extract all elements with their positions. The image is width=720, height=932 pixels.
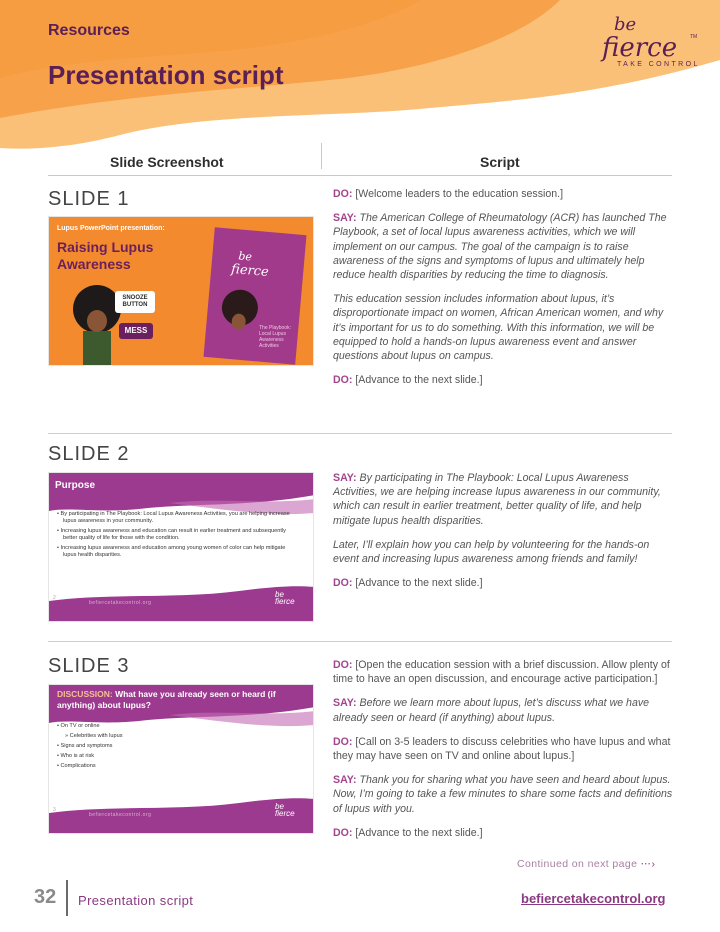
slide-1-thumbnail xyxy=(48,216,314,366)
slide-3-url: befiercetakecontrol.org xyxy=(89,812,152,818)
script-text: [Welcome leaders to the education session.] xyxy=(352,188,564,200)
script-paragraph xyxy=(333,735,673,763)
slide-bullet: • Complications xyxy=(57,763,96,769)
logo-tagline: TAKE CONTROL xyxy=(617,61,700,68)
slide-1-badge-snooze: SNOOZE BUTTON xyxy=(122,295,148,308)
script-text: [Advance to the next slide.] xyxy=(352,577,483,590)
script-text: The American College of Rheumatology (ACR) has launched The Playbook, a set of local lupus awareness activities, which we will implement on our campus. The goal of the campaign is to raise awareness of the signs and symptoms of lupus and ultimately help reduce health disparities by reducing the time to diagnosis. xyxy=(333,212,667,282)
slide-1-script xyxy=(333,187,673,397)
column-header-slide: Slide Screenshot xyxy=(110,154,224,170)
svg-text:be: be xyxy=(614,14,637,35)
slide-separator xyxy=(48,433,672,434)
script-label: SAY: xyxy=(333,212,357,225)
script-text: [Advance to the next slide.] xyxy=(352,374,483,387)
slide-1-book-title: The Playbook: Local Lupus Awareness Activities xyxy=(259,325,291,349)
script-text: By participating in The Playbook: Local Lupus Awareness Activities, we are helping increase lupus awareness in our community, which can result in earlier treatment, better quality of life, and help mitigate lupus health disparities. xyxy=(333,472,661,527)
script-label: DO: xyxy=(333,826,353,839)
slide-3-title xyxy=(57,689,297,710)
slide-3-title-accent: DISCUSSION: xyxy=(57,689,113,699)
slide-1-subtitle: Lupus PowerPoint presentation: xyxy=(57,225,165,232)
column-rule xyxy=(48,175,672,176)
script-label: SAY: xyxy=(333,472,357,484)
script-paragraph xyxy=(333,826,673,840)
slide-2-thumbnail xyxy=(48,472,314,622)
slide-bullet: » Celebrities with lupus xyxy=(65,733,123,739)
continued-note xyxy=(517,858,655,870)
slide-2-url: befiercetakecontrol.org xyxy=(89,600,152,606)
slide-bullet: • On TV or online xyxy=(57,723,100,729)
page-number: 32 xyxy=(34,886,57,908)
page-title: Presentation script xyxy=(48,60,284,90)
script-label: DO: xyxy=(333,735,353,748)
script-label: DO: xyxy=(333,577,353,590)
footer-url-link[interactable]: befiercetakecontrol.org xyxy=(521,891,666,906)
slide-3-number: 3 xyxy=(53,807,56,813)
slide-1-badge-mess: MESS xyxy=(124,326,148,335)
slide-2-logo: be fierce xyxy=(275,590,295,606)
section-label: Resources xyxy=(48,22,130,39)
slide-3-thumbnail xyxy=(48,684,314,834)
script-paragraph: Later, I’ll explain how you can help by volunteering for the hands-on event and increasing lupus awareness among friends and family! xyxy=(333,538,650,566)
script-label: DO: xyxy=(333,188,353,200)
script-text: [Advance to the next slide.] xyxy=(352,826,483,839)
script-paragraph xyxy=(333,773,673,816)
slide-1-heading: SLIDE 1 xyxy=(48,188,130,210)
script-text: [Call on 3-5 leaders to discuss celebrities who have lupus and what they may have seen on TV and online about lupus.] xyxy=(333,735,671,763)
slide-bullet: • Who is at risk xyxy=(57,753,95,759)
slide-bullet: • Signs and symptoms xyxy=(57,743,113,749)
script-label: SAY: xyxy=(333,697,357,710)
slide-3-title-rest: What have you already seen or heard (if anything) about lupus? xyxy=(57,689,276,710)
svg-text:fierce: fierce xyxy=(230,261,270,281)
slide-3-script xyxy=(333,658,673,850)
slide-2-title: Purpose xyxy=(55,480,96,491)
continued-text: Continued on next page xyxy=(517,858,638,870)
slide-separator xyxy=(48,641,672,642)
script-text: Before we learn more about lupus, let’s discuss what we have already seen or heard (if anything) about lupus. xyxy=(333,697,650,724)
script-text: Thank you for sharing what you have seen and heard about lupus. Now, I’m going to take a few minutes to share some facts and definitions of lupus with you. xyxy=(333,774,673,815)
script-paragraph: This education session includes information about lupus, it’s disproportionate impact on women, African American women, and why it’s important for us to do something. With this information, we will be equipped to hold a hands-on lupus awareness event and answer questions about lupus on campus. xyxy=(333,293,664,363)
slide-bullet: • Increasing lupus awareness and education can result in earlier treatment and subsequently better quality of life for those with the condition. xyxy=(57,528,286,541)
script-paragraph xyxy=(333,187,673,201)
column-header-script: Script xyxy=(480,154,520,170)
script-label: DO: xyxy=(333,659,353,671)
footer-rule xyxy=(66,880,68,916)
script-paragraph xyxy=(333,471,673,528)
slide-3-bullets xyxy=(57,723,297,773)
slide-bullet: • Increasing lupus awareness and education among young women of color can help mitigate lupus health disparities. xyxy=(57,545,286,558)
slide-2-heading: SLIDE 2 xyxy=(48,443,130,465)
footer-label: Presentation script xyxy=(78,893,194,908)
script-paragraph xyxy=(333,696,673,724)
slide-2-script xyxy=(333,471,673,600)
arrow-right-icon: ⋯› xyxy=(640,858,656,870)
script-paragraph xyxy=(333,658,673,686)
column-divider xyxy=(321,143,322,169)
slide-2-bullets xyxy=(57,511,297,562)
script-paragraph xyxy=(333,373,673,387)
slide-1-title: Raising Lupus Awareness xyxy=(57,239,154,272)
script-text: [Open the education session with a brief discussion. Allow plenty of time to have an open discussion, and encourage active participation.] xyxy=(333,659,670,686)
slide-2-number: 2 xyxy=(53,595,56,601)
svg-text:TM: TM xyxy=(690,34,698,40)
script-paragraph xyxy=(333,576,673,590)
svg-text:fierce: fierce xyxy=(602,33,678,63)
script-label: DO: xyxy=(333,374,353,387)
script-label: SAY: xyxy=(333,774,357,787)
slide-3-logo: be fierce xyxy=(275,802,295,818)
svg-text:be: be xyxy=(237,249,253,264)
slide-3-heading: SLIDE 3 xyxy=(48,655,130,677)
slide-bullet: • By participating in The Playbook: Local Lupus Awareness Activities, you are helping increase lupus awareness in your community. xyxy=(57,511,290,524)
script-paragraph xyxy=(333,211,673,282)
